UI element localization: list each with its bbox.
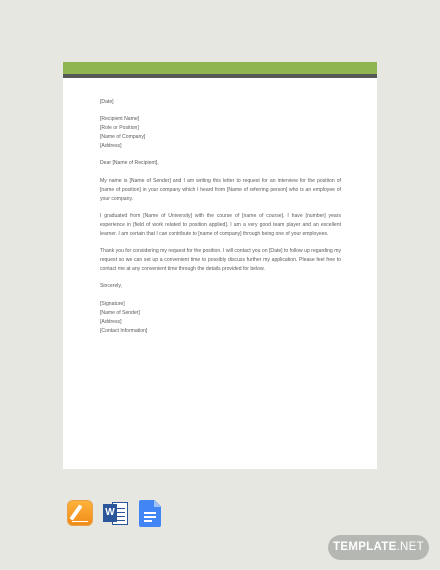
recipient-company: [Name of Company] (100, 134, 146, 141)
sender-name: [Name of Sender] (100, 309, 140, 316)
signature: [Signature] (100, 300, 125, 307)
sender-contact: [Contact Information] (100, 327, 148, 334)
pages-icon[interactable] (67, 500, 93, 526)
template-net-logo[interactable] (328, 535, 429, 560)
salutation: Dear [Name of Recipient], (100, 160, 159, 167)
recipient-name: [Recipient Name] (100, 116, 140, 123)
paragraph-qualifications: I graduated from [Name of University] with the course of [name of course]. I have [number] years experience in [field of work related to position applied]. I am a very good team player and an excellent learner. I am certain that I can contribute to [name of company] through being one of your employees. (100, 212, 341, 238)
google-docs-icon[interactable] (139, 500, 163, 527)
word-icon-letter: W (103, 504, 117, 522)
recipient-address: [Address] (100, 143, 122, 150)
recipient-role: [Role or Position] (100, 125, 139, 132)
header-dark-band (63, 74, 377, 78)
word-icon[interactable] (103, 500, 129, 527)
brand-name: TEMPLATE (333, 541, 397, 553)
closing: Sincerely, (100, 283, 122, 290)
letter-document (63, 62, 377, 469)
paragraph-follow-up: Thank you for considering my request for the position. I will contact you on [Date] to follow up regarding my request so we can set up a convenient time to possibly discuss further my application. Please feel free to contact me at any convenient time through the details provided for below. (100, 248, 341, 273)
brand-suffix: .NET (396, 541, 424, 553)
sender-address: [Address] (100, 318, 122, 325)
paragraph-introduction: My name is [Name of Sender] and I am writing this letter to request for an interview for the position of [name of position] in your company which I heard from [Name of referring person] who is an employee of your company. (100, 177, 341, 202)
letter-date: [Date] (100, 99, 114, 105)
letter-body (100, 98, 341, 336)
header-green-band (63, 62, 377, 74)
